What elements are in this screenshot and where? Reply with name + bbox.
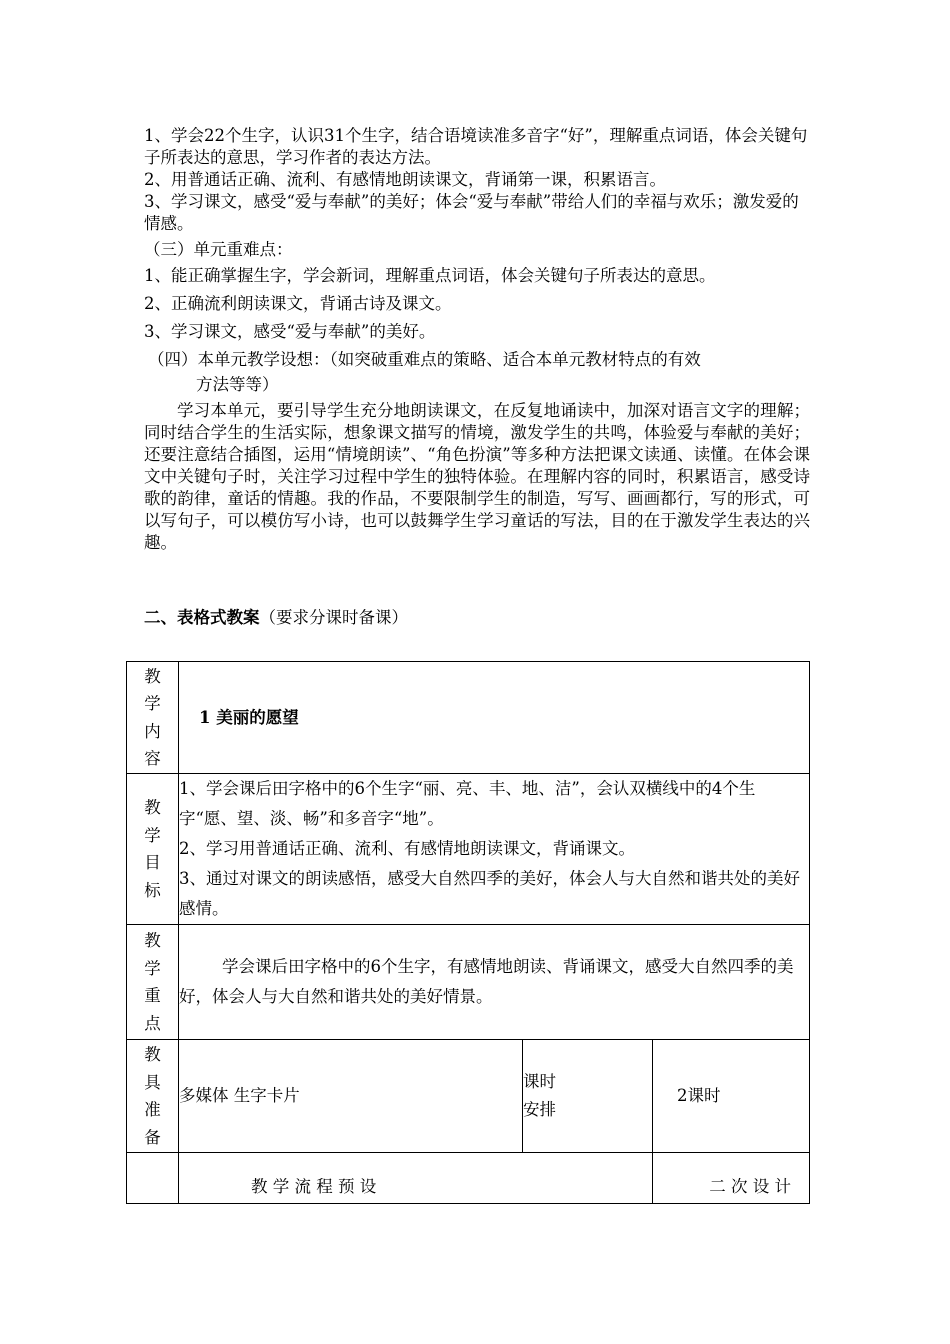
row-prep — [127, 1040, 810, 1153]
label-goals: 教 学 目 标 — [127, 774, 179, 925]
goal-3: 3、通过对课文的朗读感悟，感受大自然四季的美好，体会人与大自然和谐共处的美好感情。 — [179, 869, 800, 918]
key-point-1: 1、能正确掌握生字，学会新词，理解重点词语，体会关键句子所表达的意思。 — [144, 266, 716, 285]
key-point-3: 3、学习课文，感受“爱与奉献”的美好。 — [144, 322, 436, 341]
prep-cell: 多媒体 生字卡片 — [179, 1040, 523, 1153]
section-two-bold: 二、表格式教案 — [144, 608, 260, 627]
goals-cell — [179, 774, 810, 925]
teaching-idea-body: 学习本单元，要引导学生充分地朗读课文，在反复地诵读中，加深对语言文字的理解；同时结合学生的生活实际，想象课文描写的情境，激发学生的共鸣，体验爱与奉献的美好；还要注意结合插图，运用“情境朗读”、“角色扮演”等多种方法把课文读通、读懂。在体会课文中关键句子时，关注学习过程中学生的独特体验。在理解内容的同时，积累语言，感受诗歌的韵律，童话的情趣。我的作品，不要限制学生的制造，写写、画画都行，写的形式，可以写句子，可以模仿写小诗，也可以鼓舞学生学习童话的写法，目的在于激发学生表达的兴趣。 — [144, 401, 810, 552]
second-design-label: 二 次 设 计 — [653, 1153, 810, 1204]
lesson-plan-table — [126, 661, 810, 1204]
key-points-heading: （三）单元重难点： — [144, 240, 293, 259]
teaching-idea-heading: （四）本单元教学设想：（如突破重难点的策略、适合本单元教材特点的有效 — [148, 350, 701, 369]
objective-3: 3、学习课文，感受“爱与奉献”的美好；体会“爱与奉献”带给人们的幸福与欢乐；激发爱的情感。 — [144, 192, 799, 233]
section-two-title — [144, 607, 808, 629]
label-focus: 教 学 重 点 — [127, 925, 179, 1040]
row-goals — [127, 774, 810, 925]
teaching-idea-heading-cont: 方法等等） — [196, 375, 279, 394]
objective-1: 1、学会22个生字，认识31个生字，结合语境读准多音字“好”，理解重点词语，体会关键句子所表达的意思，学习作者的表达方法。 — [144, 126, 808, 167]
lesson-title: 1 美丽的愿望 — [179, 662, 810, 774]
flow-empty-cell — [127, 1153, 179, 1204]
label-prep: 教 具 准 备 — [127, 1040, 179, 1153]
row-content — [127, 662, 810, 774]
period-value-cell: 2课时 — [653, 1040, 810, 1153]
key-point-2: 2、正确流利朗读课文，背诵古诗及课文。 — [144, 294, 452, 313]
row-flow-header — [127, 1153, 810, 1204]
section-two-note: （要求分课时备课） — [259, 608, 408, 627]
row-focus — [127, 925, 810, 1040]
period-label-cell: 课时 安排 — [523, 1040, 653, 1153]
flow-label: 教 学 流 程 预 设 — [179, 1153, 653, 1204]
objective-2: 2、用普通话正确、流利、有感情地朗读课文，背诵第一课，积累语言。 — [144, 170, 666, 189]
goal-1: 1、学会课后田字格中的6个生字“丽、亮、丰、地、洁”，会认双横线中的4个生字“愿、望、淡、畅”和多音字“地”。 — [179, 779, 756, 828]
focus-cell: 学会课后田字格中的6个生字，有感情地朗读、背诵课文，感受大自然四季的美好，体会人与大自然和谐共处的美好情景。 — [179, 925, 810, 1040]
goal-2: 2、学习用普通话正确、流利、有感情地朗读课文，背诵课文。 — [179, 839, 635, 858]
label-content: 教 学 内 容 — [127, 662, 179, 774]
